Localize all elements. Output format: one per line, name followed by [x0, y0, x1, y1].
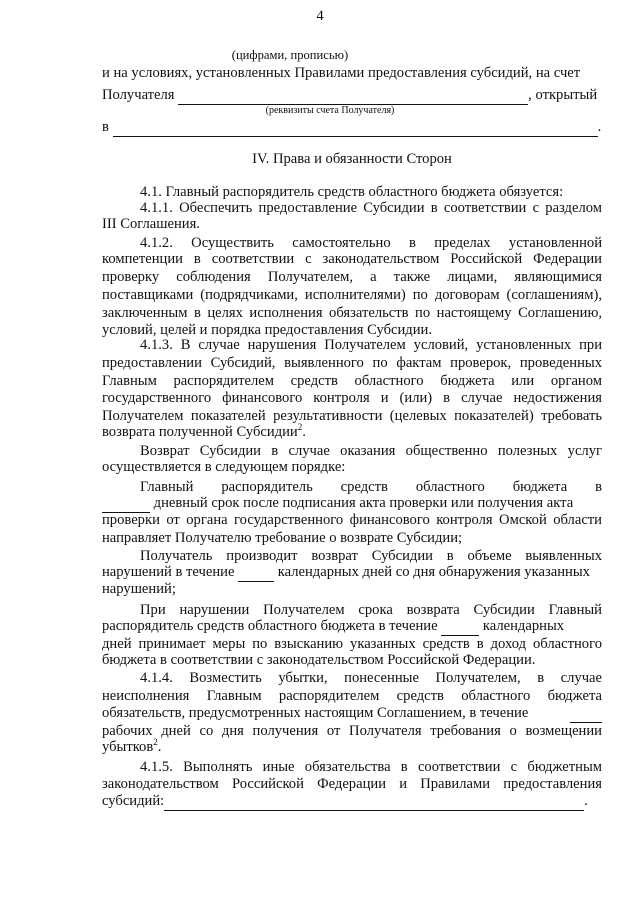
- clause-4-1-2-line2: компетенции в соответствии с законодательством Российской Федерации: [102, 251, 602, 267]
- recipient-account-line: [102, 87, 597, 105]
- return-recipient-line2a: нарушений в течение: [102, 564, 235, 580]
- clause-4-1-2-line1: 4.1.2. Осуществить самостоятельно в пределах установленной: [140, 235, 602, 251]
- page-number: 4: [316, 8, 324, 24]
- days-blank: [570, 705, 602, 723]
- caption-digits: (цифрами, прописью): [231, 48, 349, 62]
- clause-4-1-4-line3-text: обязательств, предусмотренных настоящим Соглашением, в течение: [102, 705, 529, 721]
- clause-4-1-2-line4: поставщиками (подрядчиками, исполнителями) по договорам (соглашениям),: [102, 287, 602, 303]
- account-blank: [178, 87, 528, 105]
- clause-4-1-3-line3: Главным распорядителем средств областного бюджета или органом: [102, 373, 602, 389]
- return-violation-line4: бюджета в соответствии с законодательством Российской Федерации.: [102, 652, 536, 668]
- section-title: IV. Права и обязанности Сторон: [252, 151, 452, 167]
- clause-4-1-4-tail: убытков: [102, 739, 154, 755]
- clause-4-1-5-line1: 4.1.5. Выполнять иные обязательства в соответствии с бюджетным: [140, 759, 602, 775]
- return-violation-line2: [102, 618, 564, 636]
- bank-line: [102, 119, 601, 137]
- return-intro-line1: Возврат Субсидии в случае оказания общественно полезных услуг: [140, 443, 602, 459]
- clause-4-1-1-line1: 4.1.1. Обеспечить предоставление Субсидии в соответствии с разделом: [140, 200, 602, 216]
- clause-4-1-3-line4: государственного финансового контроля и (или) в случае недостижения: [102, 390, 602, 406]
- clause-4-1-3-line1: 4.1.3. В случае нарушения Получателем условий, установленных при: [140, 337, 602, 353]
- clause-4-1: 4.1. Главный распорядитель средств областного бюджета обязуется:: [140, 184, 564, 200]
- clause-4-1-4-line3: [102, 705, 602, 722]
- clause-4-1-2-line3: проверку соблюдения Получателем, а также лицами, являющимися: [102, 269, 602, 285]
- return-violation-line2b: календарных: [482, 618, 565, 634]
- clause-4-1-4-line5: убытков$^2$.: [102, 737, 162, 755]
- return-gr-line3: проверки от органа государственного финансового контроля Омской области: [102, 512, 602, 528]
- conditions-line: и на условиях, установленных Правилами предоставления субсидий, на счет: [102, 65, 581, 81]
- clause-4-1-2-line6: условий, целей и порядка предоставления Субсидии.: [102, 322, 432, 338]
- return-gr-line2-text: дневный срок после подписания акта проверки или получения акта: [153, 495, 574, 511]
- clause-4-1-5-end: .: [584, 793, 588, 809]
- clause-4-1-3-line5: Получателем показателей результативности (целевых показателей) требовать: [102, 408, 602, 424]
- opened-word: , открытый: [528, 87, 598, 103]
- return-violation-line2a: распорядитель средств областного бюджета в течение: [102, 618, 438, 634]
- return-recipient-line3: нарушений;: [102, 581, 176, 597]
- clause-4-1-4-line1: 4.1.4. Возместить убытки, понесенные Получателем, в случае: [140, 670, 602, 686]
- clause-4-1-3-tail: возврата полученной Субсидии: [102, 424, 298, 440]
- footnote-mark: 2: [297, 422, 303, 433]
- return-recipient-line1: Получатель производит возврат Субсидии в объеме выявленных: [140, 548, 602, 564]
- return-violation-line1: При нарушении Получателем срока возврата Субсидии Главный: [140, 602, 602, 618]
- return-recipient-line2: [102, 564, 590, 582]
- return-gr-line2: [102, 495, 573, 513]
- clause-4-1-3-line6: возврата полученной Субсидии$^2$.: [102, 422, 306, 440]
- clause-4-1-2-line5: заключенным в целях исполнения обязательств по настоящему Соглашению,: [102, 305, 602, 321]
- days-blank: [441, 618, 479, 636]
- return-recipient-line2b: календарных дней со дня обнаружения указанных: [277, 564, 590, 580]
- clause-4-1-4-line2: неисполнения Главным распорядителем средств областного бюджета: [102, 688, 602, 704]
- clause-4-1-3-line2: предоставлении Субсидий, выявленного по фактам проверок, проведенных: [102, 355, 602, 371]
- bank-suffix: .: [597, 119, 602, 135]
- days-blank: [238, 564, 274, 582]
- caption-account: (реквизиты счета Получателя): [265, 105, 395, 116]
- clause-4-1-1-line2: III Соглашения.: [102, 216, 200, 232]
- recipient-word: Получателя: [102, 87, 175, 103]
- return-violation-line3: дней принимает меры по взысканию указанных средств в доход областного: [102, 636, 602, 652]
- return-gr-line1: Главный распорядитель средств областного бюджета в: [140, 479, 602, 495]
- bank-blank: [113, 119, 598, 137]
- clause-4-1-5-line3-text: субсидий:: [102, 793, 165, 809]
- clause-4-1-5-line3: [102, 793, 588, 811]
- return-gr-line4: направляет Получателю требование о возврате Субсидии;: [102, 530, 463, 546]
- clause-4-1-5-line2: законодательством Российской Федерации и Правилами предоставления: [102, 776, 602, 792]
- bank-prefix: в: [102, 119, 109, 135]
- days-blank: [102, 495, 150, 513]
- obligations-blank: [164, 793, 584, 811]
- return-intro-line2: осуществляется в следующем порядке:: [102, 459, 346, 475]
- footnote-mark: 2: [153, 737, 158, 748]
- clause-4-1-4-line4: рабочих дней со дня получения от Получателя требования о возмещении: [102, 723, 602, 739]
